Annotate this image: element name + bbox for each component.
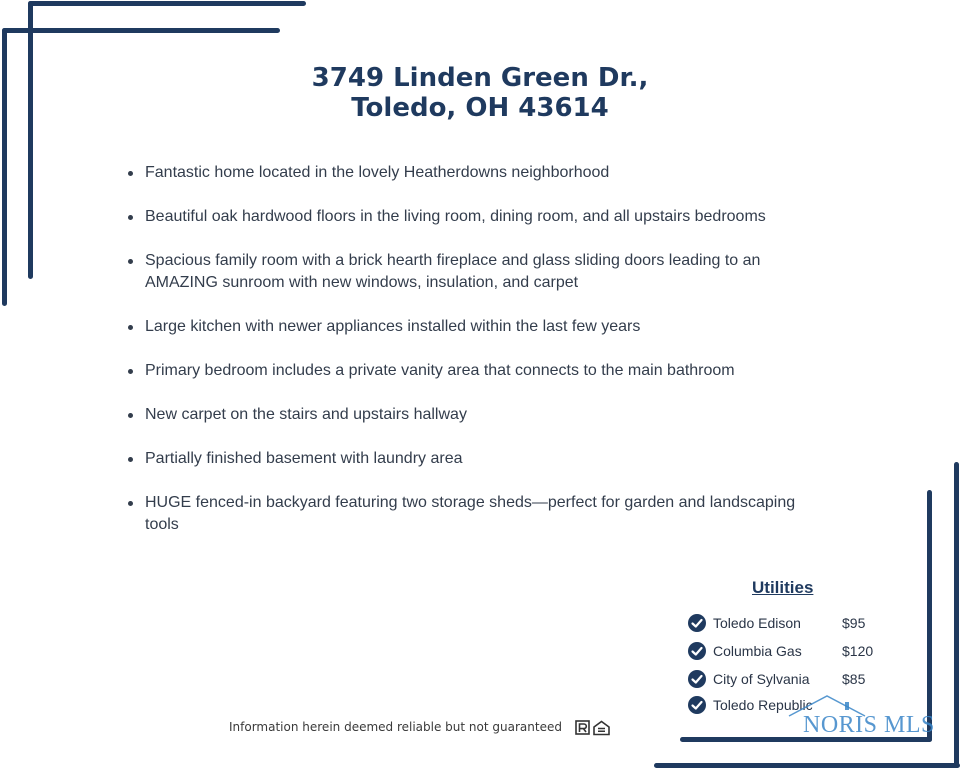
frame-left-outer-bar bbox=[28, 1, 33, 279]
utility-name: Columbia Gas bbox=[713, 643, 802, 659]
utility-name: Toledo Edison bbox=[713, 615, 801, 631]
frame-left-inner-bar bbox=[2, 28, 7, 306]
utility-row bbox=[688, 640, 888, 662]
address-line-2: Toledo, OH 43614 bbox=[351, 93, 609, 123]
utility-row bbox=[688, 612, 888, 634]
utility-row bbox=[688, 668, 888, 690]
frame-right-inner-bar bbox=[927, 490, 932, 742]
utility-name: City of Sylvania bbox=[713, 671, 810, 687]
utility-name: Toledo Republic bbox=[713, 697, 813, 713]
list-item: HUGE fenced-in backyard featuring two storage sheds—perfect for garden and landscaping tools bbox=[125, 492, 825, 536]
utility-cost: $120 bbox=[842, 643, 874, 659]
frame-top-outer-bar bbox=[28, 1, 306, 6]
mls-watermark: NORIS MLS bbox=[803, 712, 935, 738]
list-item: Spacious family room with a brick hearth fireplace and glass sliding doors leading to an AMAZING sunroom with new windows, insulation, and carpet bbox=[125, 250, 825, 294]
frame-top-inner-bar bbox=[2, 28, 280, 33]
address-line-1: 3749 Linden Green Dr., bbox=[311, 63, 649, 93]
frame-right-outer-bar bbox=[954, 462, 959, 768]
utilities-heading: Utilities bbox=[752, 578, 814, 597]
list-item: Partially finished basement with laundry area bbox=[125, 448, 825, 470]
list-item: Large kitchen with newer appliances installed within the last few years bbox=[125, 316, 825, 338]
frame-bottom-outer-bar bbox=[654, 763, 960, 768]
realty-logos bbox=[575, 720, 611, 736]
list-item: Fantastic home located in the lovely Heatherdowns neighborhood bbox=[125, 162, 825, 184]
list-item: New carpet on the stairs and upstairs hallway bbox=[125, 404, 825, 426]
list-item: Primary bedroom includes a private vanity area that connects to the main bathroom bbox=[125, 360, 825, 382]
list-item: Beautiful oak hardwood floors in the living room, dining room, and all upstairs bedrooms bbox=[125, 206, 825, 228]
utility-cost: $95 bbox=[842, 615, 866, 631]
equal-housing-icon bbox=[594, 722, 609, 735]
check-circle-icon bbox=[688, 642, 706, 660]
realtor-icon bbox=[576, 721, 589, 734]
check-circle-icon bbox=[688, 696, 706, 714]
check-circle-icon bbox=[688, 614, 706, 632]
disclaimer-text: Information herein deemed reliable but not guaranteed bbox=[229, 720, 562, 734]
feature-list bbox=[125, 162, 825, 558]
utility-cost: $85 bbox=[842, 671, 866, 687]
check-circle-icon bbox=[688, 670, 706, 688]
